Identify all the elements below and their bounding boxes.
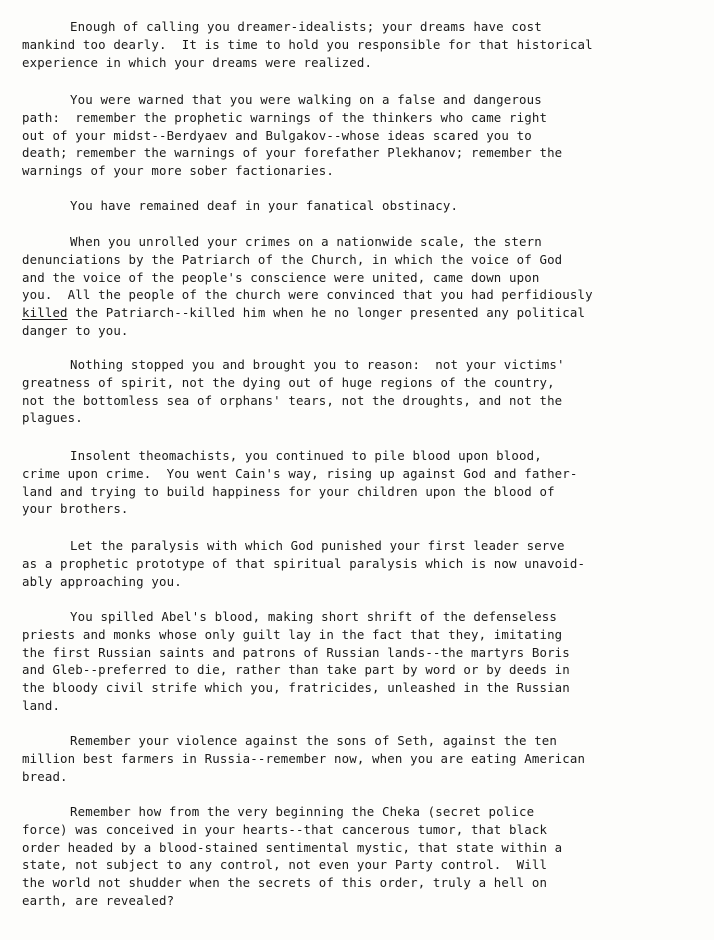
paragraph-5 xyxy=(22,356,702,427)
paragraph-2 xyxy=(22,91,702,180)
text-line: Nothing stopped you and brought you to reason: not your victims' xyxy=(70,357,565,372)
text-line: crime upon crime. You went Cain's way, rising up against God and father- xyxy=(22,465,578,481)
text-line: Remember how from the very beginning the Cheka (secret police xyxy=(70,804,535,819)
text-line: greatness of spirit, not the dying out of huge regions of the country, xyxy=(22,374,555,390)
text-line: ably approaching you. xyxy=(22,573,182,589)
paragraph-3 xyxy=(22,197,702,215)
text-line: and the voice of the people's conscience were united, came down upon xyxy=(22,269,540,285)
text-line: you. All the people of the church were convinced that you had perfidiously xyxy=(22,287,593,303)
text-line: experience in which your dreams were realized. xyxy=(22,54,373,70)
text-line: the world not shudder when the secrets of this order, truly a hell on xyxy=(22,875,548,891)
text-line: the bloody civil strife which you, fratricides, unleashed in the Russian xyxy=(22,680,570,696)
text-line: Remember your violence against the sons of Seth, against the ten xyxy=(70,733,558,748)
text-line: You spilled Abel's blood, making short shrift of the defenseless xyxy=(70,609,558,624)
text-line: your brothers. xyxy=(22,501,129,517)
text-line: priests and monks whose only guilt lay in the fact that they, imitating xyxy=(22,626,563,642)
text-line: and Gleb--preferred to die, rather than take part by word or by deeds in xyxy=(22,662,570,678)
text-line: as a prophetic prototype of that spiritual paralysis which is now unavoid- xyxy=(22,555,586,571)
text-line: land. xyxy=(22,697,61,713)
text-line: You have remained deaf in your fanatical obstinacy. xyxy=(70,198,459,213)
paragraph-7 xyxy=(22,537,702,590)
text-line: not the bottomless sea of orphans' tears, not the droughts, and not the xyxy=(22,392,563,408)
text-line-with-underline xyxy=(22,304,702,322)
text-line: You were warned that you were walking on a false and dangerous xyxy=(70,92,542,107)
underlined-word: killed xyxy=(22,305,68,321)
paragraph-8 xyxy=(22,608,702,715)
text-line: Let the paralysis with which God punished your first leader serve xyxy=(70,538,565,553)
text-line: warnings of your more sober factionaries. xyxy=(22,163,335,179)
paragraph-6 xyxy=(22,447,702,518)
text-line: out of your midst--Berdyaev and Bulgakov--whose ideas scared you to xyxy=(22,127,532,143)
text-line: plagues. xyxy=(22,410,83,426)
text-line: Enough of calling you dreamer-idealists; your dreams have cost xyxy=(70,19,542,34)
text-line: path: remember the prophetic warnings of the thinkers who came right xyxy=(22,109,548,125)
text-line: the first Russian saints and patrons of Russian lands--the martyrs Boris xyxy=(22,644,570,660)
text-line: denunciations by the Patriarch of the Church, in which the voice of God xyxy=(22,251,563,267)
text-line: Insolent theomachists, you continued to pile blood upon blood, xyxy=(70,448,542,463)
text-line: million best farmers in Russia--remember now, when you are eating American xyxy=(22,750,586,766)
text-line: danger to you. xyxy=(22,322,129,338)
paragraph-1 xyxy=(22,18,702,71)
text-line: mankind too dearly. It is time to hold you responsible for that historical xyxy=(22,36,593,52)
text-line: death; remember the warnings of your forefather Plekhanov; remember the xyxy=(22,145,563,161)
text-line-remainder: the Patriarch--killed him when he no longer presented any political xyxy=(67,305,586,321)
paragraph-9 xyxy=(22,732,702,785)
paragraph-4 xyxy=(22,233,702,340)
text-line: land and trying to build happiness for your children upon the blood of xyxy=(22,483,555,499)
paragraph-10 xyxy=(22,803,702,910)
text-line: state, not subject to any control, not even your Party control. Will xyxy=(22,857,548,873)
text-line: earth, are revealed? xyxy=(22,892,175,908)
text-line: force) was conceived in your hearts--that cancerous tumor, that black xyxy=(22,821,548,837)
text-line: bread. xyxy=(22,768,68,784)
text-line: order headed by a blood-stained sentimental mystic, that state within a xyxy=(22,839,563,855)
text-line: When you unrolled your crimes on a nationwide scale, the stern xyxy=(70,234,542,249)
